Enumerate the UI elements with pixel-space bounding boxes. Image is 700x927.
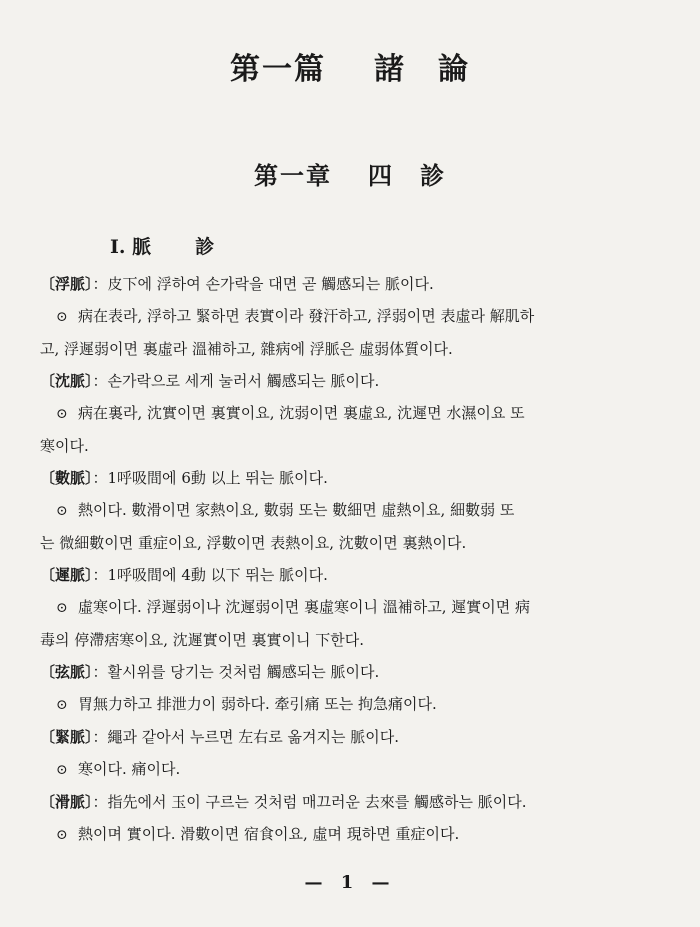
detail-text: 熱이며 實이다. 滑數이면 宿食이요, 虛며 現하면 重症이다. (78, 825, 460, 843)
pulse-detail (40, 300, 660, 365)
pulse-definition: ：손가락으로 세게 눌러서 觸感되는 脈이다. (92, 372, 380, 390)
pulse-term: 〔滑脈〕 (40, 793, 93, 811)
detail-continuation: 毒의 停滯痞寒이요, 沈遲實이면 裏實이니 下한다. (40, 631, 365, 649)
pulse-term: 〔數脈〕 (40, 469, 93, 487)
bullet-icon: ⊙ (56, 503, 68, 519)
pulse-detail (40, 753, 660, 786)
pulse-detail (40, 494, 660, 559)
bullet-icon: ⊙ (56, 309, 68, 325)
pulse-definition: ：皮下에 浮하여 손가락을 대면 곧 觸感되는 脈이다. (92, 275, 434, 293)
bullet-icon: ⊙ (56, 406, 68, 422)
page-number: — 1 — (304, 872, 396, 893)
term-line (40, 462, 660, 494)
part-title-name: 諸 論 (374, 52, 470, 87)
pulse-entry (40, 268, 660, 365)
pulse-term: 〔沈脈〕 (40, 372, 93, 390)
pulse-term: 〔弦脈〕 (40, 663, 93, 681)
bullet-icon: ⊙ (56, 697, 68, 713)
detail-text: 病在裏라, 沈實이면 裏實이요, 沈弱이면 裏虛요, 沈遲면 水濕이요 또 (78, 404, 525, 422)
detail-text: 虛寒이다. 浮遲弱이나 沈遲弱이면 裏虛寒이니 溫補하고, 遲實이면 病 (78, 598, 531, 616)
pulse-definition: ：1呼吸間에 6動 以上 뛰는 脈이다. (92, 469, 328, 487)
pulse-entry (40, 656, 660, 721)
pulse-definition: ：繩과 같아서 누르면 左右로 옮겨지는 脈이다. (92, 728, 399, 746)
section-label-2: 診 (195, 236, 215, 258)
pulse-detail (40, 397, 660, 462)
pulse-term: 〔浮脈〕 (40, 275, 93, 293)
detail-text: 寒이다. 痛이다. (78, 760, 181, 778)
chapter-title-name: 四 診 (368, 161, 446, 190)
pulse-entry (40, 462, 660, 559)
part-title-number: 第一篇 (230, 52, 326, 87)
section-number: Ⅰ. (110, 236, 126, 258)
pulse-definition: ：활시위를 당기는 것처럼 觸感되는 脈이다. (92, 663, 380, 681)
pulse-entry (40, 786, 660, 851)
chapter-title (0, 156, 700, 191)
pulse-entry (40, 721, 660, 786)
term-line (40, 786, 660, 818)
pulse-definition: ：指先에서 玉이 구르는 것처럼 매끄러운 去來를 觸感하는 脈이다. (92, 793, 527, 811)
detail-continuation: 寒이다. (40, 437, 89, 455)
section-title (110, 232, 214, 259)
chapter-title-number: 第一章 (254, 161, 332, 190)
pulse-detail (40, 591, 660, 656)
term-line (40, 559, 660, 591)
pulse-detail (40, 688, 660, 721)
detail-text: 熱이다. 數滑이면 家熱이요, 數弱 또는 數細면 虛熱이요, 細數弱 또 (78, 501, 515, 519)
pulse-entries (40, 268, 660, 851)
detail-text: 胃無力하고 排泄力이 弱하다. 牽引痛 또는 拘急痛이다. (78, 695, 437, 713)
bullet-icon: ⊙ (56, 600, 68, 616)
pulse-entry (40, 559, 660, 656)
bullet-icon: ⊙ (56, 762, 68, 778)
term-line (40, 365, 660, 397)
detail-continuation: 고, 浮遲弱이면 裏虛라 溫補하고, 雜病에 浮脈은 虛弱体質이다. (40, 340, 453, 358)
detail-continuation: 는 微細數이면 重症이요, 浮數이면 表熱이요, 沈數이면 裏熱이다. (40, 534, 467, 552)
detail-text: 病在表라, 浮하고 緊하면 表實이라 發汗하고, 浮弱이면 表虛라 解肌하 (78, 307, 535, 325)
term-line (40, 721, 660, 753)
part-title (0, 44, 700, 88)
pulse-entry (40, 365, 660, 462)
bullet-icon: ⊙ (56, 827, 68, 843)
term-line (40, 656, 660, 688)
pulse-term: 〔緊脈〕 (40, 728, 93, 746)
section-label: 脈 (132, 236, 152, 258)
pulse-definition: ：1呼吸間에 4動 以下 뛰는 脈이다. (92, 566, 328, 584)
term-line (40, 268, 660, 300)
pulse-term: 〔遲脈〕 (40, 566, 93, 584)
pulse-detail (40, 818, 660, 851)
